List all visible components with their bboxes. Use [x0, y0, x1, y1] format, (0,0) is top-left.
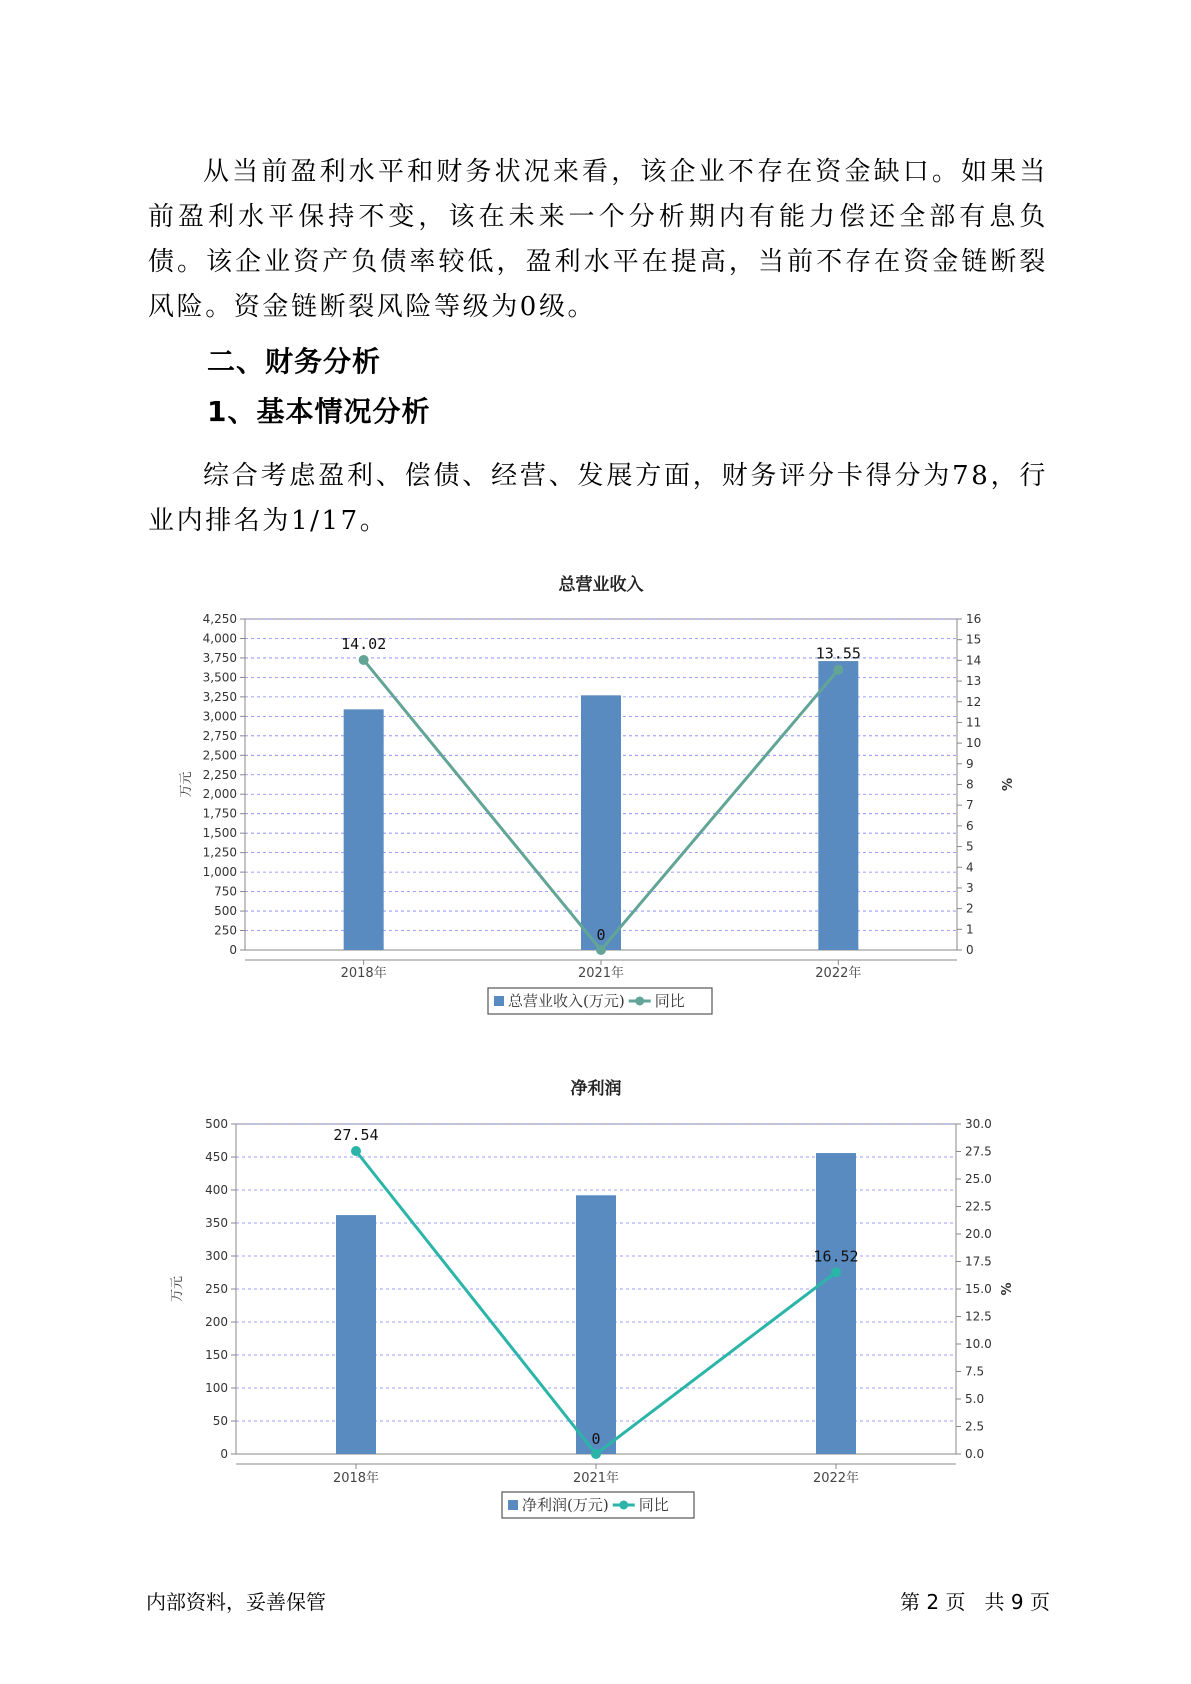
left-tick-label: 3,000: [202, 709, 237, 724]
net-profit-chart-svg: [0, 1068, 1191, 1538]
left-tick-label: 1,500: [202, 826, 237, 841]
right-tick-label: 1: [966, 922, 974, 937]
bar: [581, 695, 621, 950]
footer-confidential: 内部资料，妥善保管: [146, 1590, 326, 1614]
data-label: 14.02: [341, 634, 387, 653]
data-label: 16.52: [813, 1247, 859, 1266]
right-tick-label: 2.5: [965, 1419, 985, 1434]
right-tick-label: 3: [966, 880, 974, 895]
right-tick-label: 0: [966, 943, 974, 957]
revenue-chart: [0, 570, 1191, 1030]
right-tick-label: 5: [966, 839, 974, 854]
yoy-point: [591, 1449, 601, 1459]
right-tick-label: 9: [966, 756, 974, 771]
right-tick-label: 11: [966, 715, 982, 730]
left-tick-label: 4,000: [202, 631, 237, 646]
right-tick-label: 6: [966, 818, 974, 833]
category-label: 2022年: [815, 966, 862, 981]
bar: [818, 661, 858, 950]
category-label: 2018年: [332, 1471, 380, 1486]
right-tick-label: 27.5: [965, 1144, 992, 1159]
right-axis-label: %: [1001, 777, 1016, 792]
right-tick-label: 22.5: [965, 1199, 992, 1214]
legend-line-marker: [635, 997, 644, 1006]
right-tick-label: 10.0: [965, 1337, 992, 1351]
left-tick-label: 50: [212, 1414, 228, 1428]
data-label: 0: [596, 926, 606, 944]
right-axis-label: %: [1000, 1282, 1015, 1296]
category-label: 2018年: [340, 966, 387, 981]
right-tick-label: 15.0: [965, 1282, 992, 1296]
right-tick-label: 16: [966, 612, 982, 626]
left-axis-label: 万元: [179, 771, 194, 798]
yoy-point: [831, 1267, 841, 1277]
right-tick-label: 14: [966, 653, 982, 668]
legend-line-label: 同比: [654, 992, 685, 1010]
score-paragraph: 综合考虑盈利、偿债、经营、发展方面，财务评分卡得分为78，行业内排名为1/17。: [148, 461, 1048, 536]
yoy-point: [833, 665, 843, 675]
right-tick-label: 12: [966, 694, 982, 709]
right-tick-label: 15: [966, 632, 982, 647]
chart-title: 总营业收入: [558, 575, 644, 595]
right-tick-label: 7: [966, 798, 974, 813]
yoy-point: [351, 1146, 361, 1156]
right-tick-label: 8: [966, 777, 974, 792]
left-tick-label: 150: [205, 1348, 228, 1362]
left-tick-label: 3,750: [202, 650, 237, 665]
data-label: 0: [591, 1430, 601, 1448]
right-tick-label: 25.0: [965, 1172, 992, 1186]
left-axis-label: 万元: [170, 1275, 185, 1303]
bar: [336, 1215, 376, 1454]
right-tick-label: 17.5: [965, 1254, 992, 1269]
legend-bar-swatch: [494, 996, 504, 1006]
left-tick-label: 350: [205, 1216, 228, 1230]
conclusion-paragraph: 从当前盈利水平和财务状况来看，该企业不存在资金缺口。如果当前盈利水平保持不变，该在未来一个分析期内有能力偿还全部有息负债。该企业资产负债率较低，盈利水平在提高，当前不存在资金链断裂风险。资金链断裂风险等级为0级。: [148, 157, 1048, 322]
category-label: 2021年: [572, 1471, 620, 1486]
legend-bar-label: 总营业收入(万元): [508, 992, 625, 1010]
left-tick-label: 1,250: [202, 845, 237, 860]
right-tick-label: 2: [966, 901, 974, 916]
legend-line-label: 同比: [638, 1496, 669, 1514]
left-tick-label: 4,250: [202, 612, 237, 626]
data-label: 13.55: [815, 644, 861, 663]
data-label: 27.54: [333, 1126, 379, 1145]
left-tick-label: 1,000: [202, 865, 237, 880]
category-label: 2021年: [577, 966, 625, 981]
legend-bar-swatch: [508, 1500, 518, 1510]
right-tick-label: 13: [966, 674, 982, 689]
left-tick-label: 400: [205, 1183, 228, 1197]
left-tick-label: 2,000: [202, 787, 237, 802]
bar: [344, 709, 384, 950]
left-tick-label: 0: [220, 1447, 228, 1461]
legend-line-marker: [619, 1501, 628, 1510]
left-tick-label: 750: [214, 884, 237, 899]
left-tick-label: 250: [214, 923, 237, 938]
subsection-heading: 1、基本情况分析: [207, 395, 431, 428]
right-tick-label: 7.5: [965, 1364, 985, 1379]
net-profit-chart: [0, 1068, 1191, 1538]
left-tick-label: 300: [205, 1249, 228, 1263]
category-label: 2022年: [812, 1471, 860, 1486]
left-tick-label: 200: [205, 1315, 228, 1329]
right-tick-label: 20.0: [965, 1227, 992, 1241]
left-tick-label: 2,750: [202, 728, 237, 743]
left-tick-label: 2,250: [202, 767, 237, 782]
chart-title: 净利润: [570, 1079, 622, 1099]
left-tick-label: 3,250: [202, 689, 237, 704]
yoy-point: [359, 655, 369, 665]
left-tick-label: 1,750: [202, 806, 237, 821]
left-tick-label: 500: [214, 904, 237, 919]
right-tick-label: 30.0: [965, 1117, 992, 1131]
bar: [576, 1195, 616, 1454]
right-tick-label: 10: [966, 736, 982, 751]
right-tick-label: 5.0: [965, 1392, 985, 1406]
bar: [816, 1153, 856, 1454]
left-tick-label: 0: [229, 943, 237, 957]
footer-page-number: 第 2 页 共 9 页: [900, 1590, 1050, 1614]
right-tick-label: 12.5: [965, 1309, 992, 1324]
left-tick-label: 450: [205, 1150, 228, 1164]
left-tick-label: 250: [205, 1282, 228, 1296]
section-heading: 二、财务分析: [207, 345, 382, 378]
right-tick-label: 4: [966, 860, 974, 875]
left-tick-label: 500: [205, 1117, 228, 1131]
revenue-chart-svg: [0, 570, 1191, 1030]
yoy-point: [596, 945, 606, 955]
left-tick-label: 2,500: [202, 748, 237, 763]
left-tick-label: 100: [205, 1381, 228, 1395]
left-tick-label: 3,500: [202, 670, 237, 685]
right-tick-label: 0.0: [965, 1447, 985, 1461]
legend-bar-label: 净利润(万元): [522, 1496, 609, 1514]
